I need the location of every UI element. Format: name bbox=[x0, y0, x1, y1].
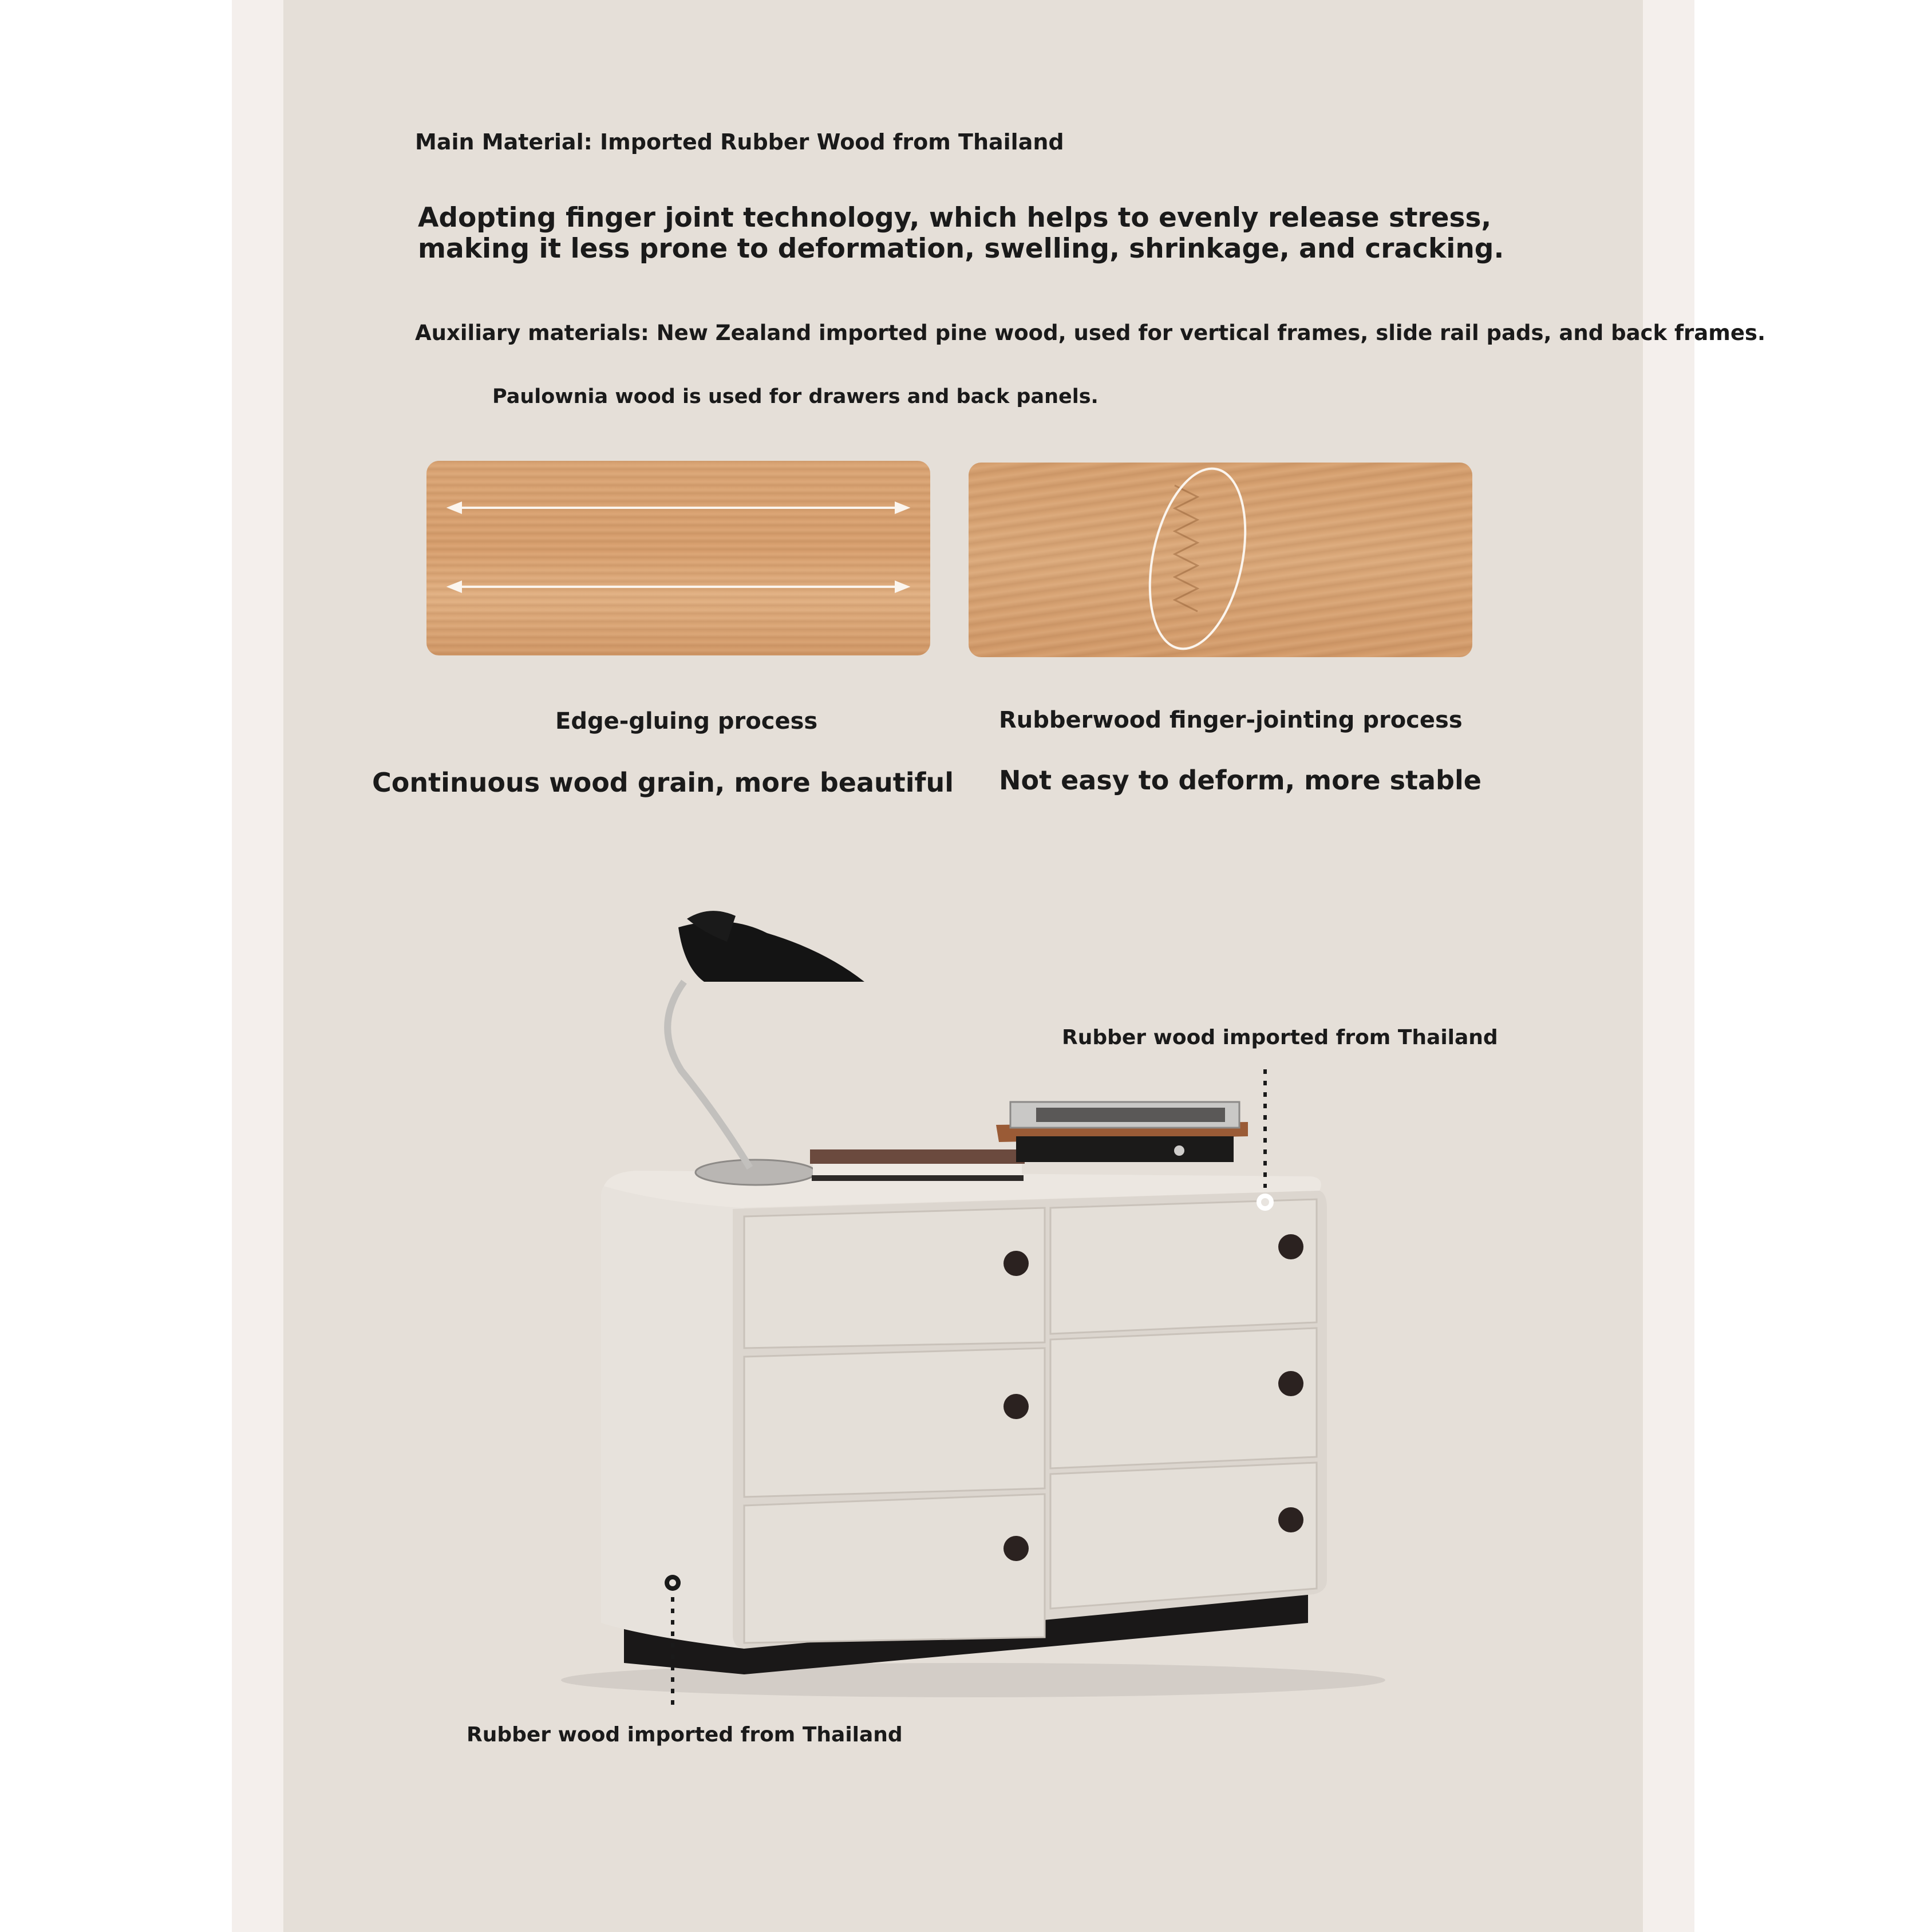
main-material-text: Main Material: Imported Rubber Wood from Thailand bbox=[415, 129, 1064, 155]
record-player bbox=[996, 1102, 1248, 1162]
drawer-4 bbox=[1050, 1328, 1317, 1468]
finger-jointing-benefit: Not easy to deform, more stable bbox=[999, 765, 1481, 796]
book-stack bbox=[810, 1149, 1025, 1181]
knob bbox=[1003, 1536, 1029, 1561]
finger-jointing-title: Rubberwood finger-jointing process bbox=[999, 707, 1463, 733]
drawer-2 bbox=[1050, 1199, 1317, 1334]
knob bbox=[1003, 1394, 1029, 1419]
knob bbox=[1278, 1507, 1303, 1532]
knob bbox=[1003, 1251, 1029, 1276]
drawer-6 bbox=[1050, 1463, 1317, 1609]
knob bbox=[1278, 1234, 1303, 1259]
auxiliary-materials-text: Auxiliary materials: New Zealand imported pine wood, used for vertical frames, slide rail pads, and back frames. bbox=[415, 321, 1766, 345]
paulownia-text: Paulownia wood is used for drawers and back panels. bbox=[492, 385, 1099, 408]
finger-joint-line-2: making it less prone to deformation, swelling, shrinkage, and cracking. bbox=[418, 233, 1504, 264]
edge-gluing-title: Edge-gluing process bbox=[555, 708, 818, 734]
drawer-fronts bbox=[744, 1199, 1317, 1643]
finger-joint-line-1: Adopting finger joint technology, which helps to evenly release stress, bbox=[418, 202, 1492, 234]
desk-lamp bbox=[667, 911, 864, 1185]
edge-gluing-benefit: Continuous wood grain, more beautiful bbox=[372, 767, 954, 798]
knob bbox=[1278, 1371, 1303, 1396]
drawer-1 bbox=[744, 1208, 1045, 1348]
callout-bottom-label: Rubber wood imported from Thailand bbox=[467, 1723, 903, 1747]
drawer-5 bbox=[744, 1494, 1045, 1643]
drawer-3 bbox=[744, 1348, 1045, 1497]
callout-top-label: Rubber wood imported from Thailand bbox=[1062, 1026, 1498, 1049]
